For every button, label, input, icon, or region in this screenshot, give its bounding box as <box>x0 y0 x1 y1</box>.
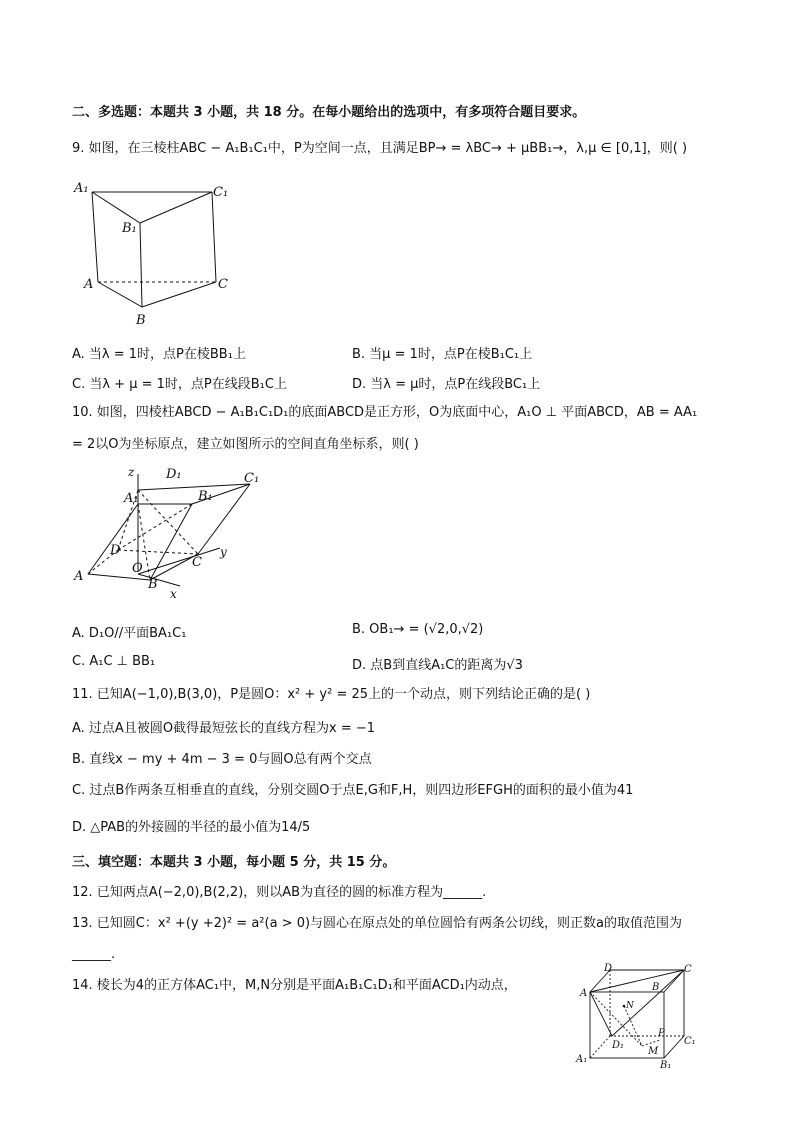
label-C: C <box>684 964 692 975</box>
question-10-option-d: D. 点B到直线A₁C的距离为√3 <box>352 658 523 673</box>
label-C1: C₁ <box>244 471 260 486</box>
label-D1: D₁ <box>612 1040 625 1051</box>
question-13-stem-line2: ______. <box>72 947 116 962</box>
label-B: B <box>148 577 158 592</box>
label-B1: B₁ <box>660 1060 672 1070</box>
label-D: D <box>110 543 121 558</box>
question-10-option-b: B. OB₁→ = (√2,0,√2) <box>352 622 484 637</box>
label-B1: B₁ <box>122 221 137 236</box>
label-M: M <box>648 1046 659 1057</box>
label-A: A <box>580 988 588 999</box>
label-A1: A₁ <box>576 1054 588 1065</box>
label-C: C <box>192 555 202 570</box>
label-B1: B₁ <box>198 489 213 504</box>
question-9-option-c: C. 当λ + μ = 1时，点P在线段B₁C上 <box>72 377 287 392</box>
section-heading-multi-choice: 二、多选题：本题共 3 小题，共 18 分。在每小题给出的选项中，有多项符合题目要求。 <box>72 105 586 120</box>
question-9-option-b: B. 当μ = 1时，点P在棱B₁C₁上 <box>352 347 533 362</box>
label-P: P <box>658 1028 665 1039</box>
label-D1: D₁ <box>166 467 182 482</box>
label-A: A <box>84 277 94 292</box>
question-13-stem-line1: 13. 已知圆C：x² +(y +2)² = a²(a > 0)与圆心在原点处的单位圆恰有两条公切线，则正数a的取值范围为 <box>72 916 682 931</box>
question-11-option-b: B. 直线x − my + 4m − 3 = 0与圆O总有两个交点 <box>72 752 372 767</box>
figure-cube <box>572 962 702 1070</box>
question-10-option-a: A. D₁O//平面BA₁C₁ <box>72 626 187 641</box>
question-11-option-d: D. △PAB的外接圆的半径的最小值为14/5 <box>72 820 311 835</box>
section-heading-fill-in: 三、填空题：本题共 3 小题，每小题 5 分，共 15 分。 <box>72 855 396 870</box>
question-11-option-c: C. 过点B作两条互相垂直的直线，分别交圆O于点E,G和F,H，则四边形EFGH的面积的最小值为41 <box>72 783 634 798</box>
question-10-option-c: C. A₁C ⊥ BB₁ <box>72 654 156 669</box>
axis-label-x: x <box>170 587 177 601</box>
question-9-option-d: D. 当λ = μ时，点P在线段BC₁上 <box>352 377 541 392</box>
question-10-stem-line1: 10. 如图，四棱柱ABCD − A₁B₁C₁D₁的底面ABCD是正方形，O为底面中心，A₁O ⊥ 平面ABCD，AB = AA₁ <box>72 405 698 420</box>
question-9-option-a: A. 当λ = 1时，点P在棱BB₁上 <box>72 347 246 362</box>
question-9-stem: 9. 如图，在三棱柱ABC − A₁B₁C₁中，P为空间一点，且满足BP→ = λBC→ + μBB₁→，λ,μ ∈ [0,1]，则( ) <box>72 141 688 156</box>
label-B: B <box>652 982 660 993</box>
label-C: C <box>218 277 228 292</box>
label-D: D <box>604 963 613 974</box>
figure-triangular-prism <box>72 176 242 326</box>
label-B: B <box>136 313 146 326</box>
axis-label-y: y <box>220 545 227 559</box>
question-14-stem: 14. 棱长为4的正方体AC₁中，M,N分别是平面A₁B₁C₁D₁和平面ACD₁内动点， <box>72 978 517 993</box>
question-12-stem: 12. 已知两点A(−2,0),B(2,2)，则以AB为直径的圆的标准方程为______. <box>72 885 487 900</box>
label-C1: C₁ <box>684 1036 696 1047</box>
label-C1: C₁ <box>213 185 229 200</box>
question-10-stem-line2: = 2以O为坐标原点，建立如图所示的空间直角坐标系，则( ) <box>72 437 419 452</box>
label-O: O <box>132 561 143 576</box>
label-A1: A₁ <box>74 181 89 196</box>
axis-label-z: z <box>128 465 135 479</box>
label-N: N <box>626 1001 634 1011</box>
question-11-stem: 11. 已知A(−1,0),B(3,0)，P是圆O：x² + y² = 25上的一个动点，则下列结论正确的是( ) <box>72 687 591 702</box>
question-11-option-a: A. 过点A且被圆O截得最短弦长的直线方程为x = −1 <box>72 721 376 736</box>
label-A1: A₁ <box>124 491 139 506</box>
figure-quadrangular-prism <box>72 462 272 602</box>
point-n <box>623 1005 626 1008</box>
label-A: A <box>74 569 84 584</box>
